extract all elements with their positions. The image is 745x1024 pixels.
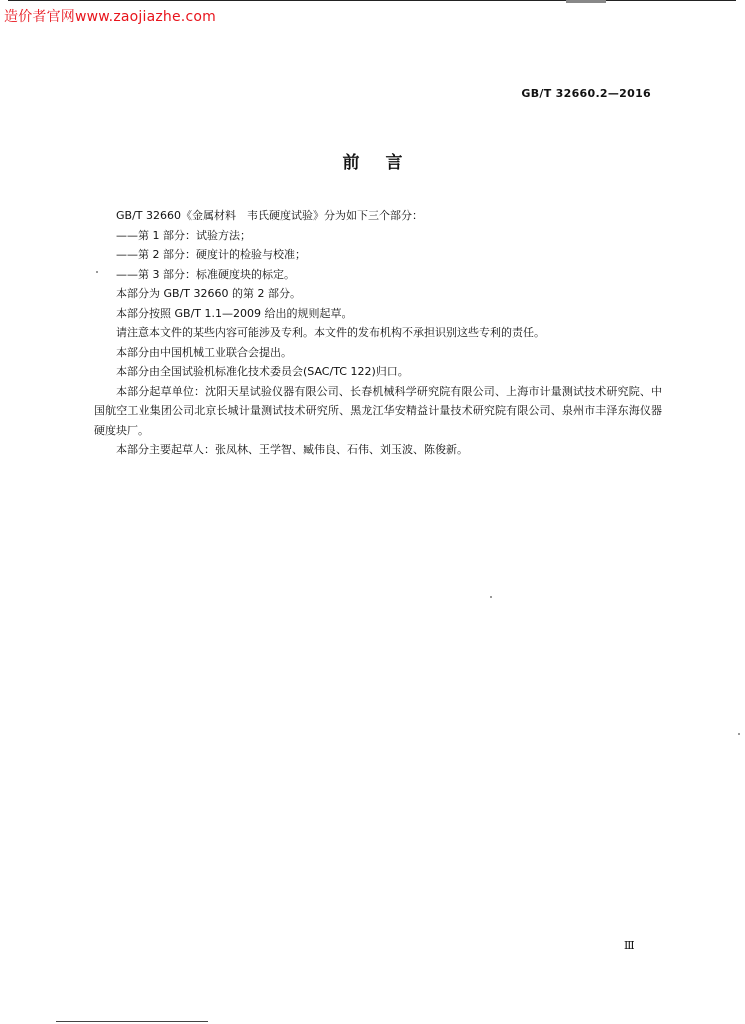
top-border-line bbox=[8, 0, 736, 1]
drafters-paragraph: 本部分主要起草人：张凤林、王学智、臧伟良、石伟、刘玉波、陈俊新。 bbox=[116, 443, 468, 456]
bottom-border-line bbox=[56, 1021, 208, 1022]
drafting-rules-paragraph: 本部分按照 GB/T 1.1—2009 给出的规则起草。 bbox=[116, 306, 353, 320]
page-number: Ⅲ bbox=[624, 939, 635, 952]
scan-speck bbox=[96, 271, 98, 273]
watermark-link[interactable]: 造价者官网www.zaojiazhe.com bbox=[4, 9, 216, 25]
patent-notice-paragraph: 请注意本文件的某些内容可能涉及专利。本文件的发布机构不承担识别这些专利的责任。 bbox=[116, 326, 545, 339]
scan-speck bbox=[490, 596, 492, 598]
part-item-3: ——第 3 部分：标准硬度块的标定。 bbox=[116, 267, 295, 281]
part-statement-paragraph: 本部分为 GB/T 32660 的第 2 部分。 bbox=[116, 287, 301, 300]
intro-paragraph: GB/T 32660《金属材料 韦氏硬度试验》分为如下三个部分： bbox=[116, 209, 423, 222]
committee-paragraph: 本部分由全国试验机标准化技术委员会(SAC/TC 122)归口。 bbox=[116, 365, 409, 378]
foreword-body bbox=[94, 206, 662, 460]
drafting-units-paragraph: 本部分起草单位：沈阳天星试验仪器有限公司、长春机械科学研究院有限公司、上海市计量测试技术研究院、中国航空工业集团公司北京长城计量测试技术研究所、黑龙江华安精益计量技术研究院有限公司、泉州市丰泽东海仪器硬度块厂。 bbox=[94, 384, 662, 437]
part-item-2: ——第 2 部分：硬度计的检验与校准； bbox=[116, 248, 306, 261]
standard-code: GB/T 32660.2—2016 bbox=[521, 87, 651, 100]
part-item-1: ——第 1 部分：试验方法； bbox=[116, 228, 251, 242]
page-title: 前言 bbox=[342, 153, 429, 173]
scan-artifact bbox=[566, 0, 606, 3]
proposer-paragraph: 本部分由中国机械工业联合会提出。 bbox=[116, 345, 292, 359]
scan-speck bbox=[738, 733, 740, 735]
